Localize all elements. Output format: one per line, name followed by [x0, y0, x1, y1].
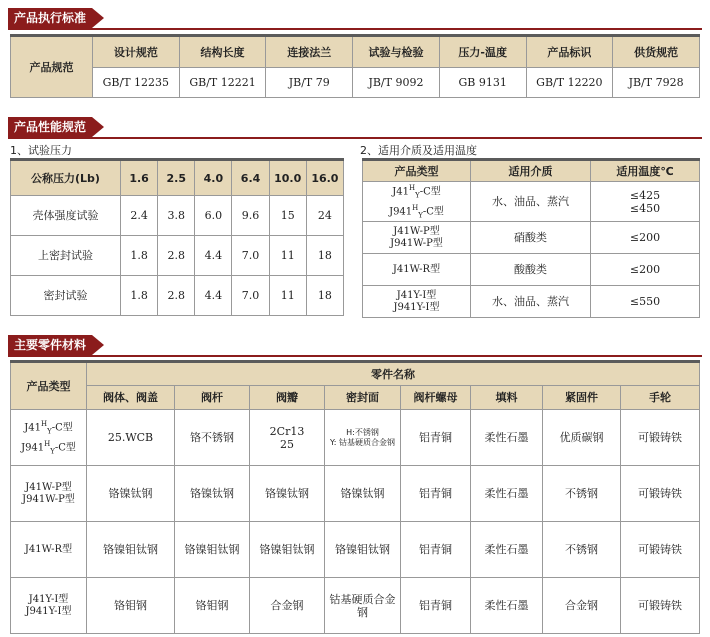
section-title-materials-text: 主要零件材料 [14, 338, 87, 352]
pressure-header-value: 6.4 [232, 160, 269, 196]
material-cell: 优质碳钢 [543, 410, 621, 466]
model-sub: Y [415, 191, 420, 200]
media-temp: ≤200 [591, 254, 700, 286]
section-divider [8, 137, 702, 139]
model-prefix: J941 [389, 205, 413, 217]
pressure-cell: 11 [269, 276, 306, 316]
standards-value: GB/T 12221 [179, 68, 266, 98]
model-prefix: J941 [21, 441, 45, 453]
pressure-cell: 6.0 [195, 196, 232, 236]
material-cell: 合金钢 [543, 578, 621, 634]
pressure-cell: 2.4 [121, 196, 158, 236]
pressure-row-label: 上密封试验 [11, 236, 121, 276]
pressure-header-value: 10.0 [269, 160, 306, 196]
standards-value: GB 9131 [439, 68, 526, 98]
media-type-cell [363, 182, 471, 222]
model-code [365, 202, 468, 221]
material-line: 25 [280, 437, 294, 451]
media-medium: 硝酸类 [471, 222, 591, 254]
material-cell: 钴基硬质合金钢 [325, 578, 401, 634]
standards-value: JB/T 9092 [353, 68, 440, 98]
model-suffix: -C型 [51, 422, 73, 434]
model-sup: H [412, 203, 419, 212]
media-temp: ≤425 [629, 188, 661, 202]
material-cell: 铬镍钛钢 [87, 466, 175, 522]
model-prefix: J41 [392, 186, 409, 198]
pressure-cell: 9.6 [232, 196, 269, 236]
pressure-test-subtitle: 1、试验压力 [10, 144, 72, 157]
pressure-cell: 7.0 [232, 236, 269, 276]
pressure-cell: 1.8 [121, 276, 158, 316]
material-cell: 铬钼钢 [87, 578, 175, 634]
media-medium: 水、油品、蒸汽 [471, 286, 591, 318]
part-header: 密封面 [325, 386, 401, 410]
pressure-cell: 2.8 [158, 276, 195, 316]
pressure-header-value: 1.6 [121, 160, 158, 196]
pressure-cell: 7.0 [232, 276, 269, 316]
material-line: Y: 钴基硬质合金钢 [329, 437, 396, 447]
material-cell: 铬镍钛钢 [325, 466, 401, 522]
standards-header: 压力-温度 [439, 36, 526, 68]
model-sub: Y [47, 427, 52, 436]
material-cell [325, 410, 401, 466]
standards-header: 供货规范 [613, 36, 700, 68]
model-suffix: -C型 [419, 186, 441, 198]
pressure-cell: 1.8 [121, 236, 158, 276]
material-cell: 铬钼钢 [175, 578, 250, 634]
model-prefix: J41 [24, 422, 41, 434]
pressure-header-label: 公称压力(Lb) [11, 160, 121, 196]
pressure-cell: 18 [306, 276, 343, 316]
section-title-performance [8, 117, 92, 137]
section-divider [8, 28, 702, 30]
part-header: 手轮 [621, 386, 700, 410]
standards-header: 设计规范 [93, 36, 180, 68]
model-code: J941Y-I型 [25, 605, 72, 617]
standards-header-spec: 产品规范 [11, 36, 93, 98]
media-type-cell [363, 222, 471, 254]
material-cell: 柔性石墨 [471, 410, 543, 466]
model-code [13, 438, 84, 457]
section-title-materials [8, 335, 92, 355]
model-sup: H [40, 420, 48, 429]
material-cell [250, 410, 325, 466]
material-cell: 铝青铜 [401, 410, 471, 466]
materials-type-cell [11, 466, 87, 522]
material-cell: 铬镍钼钛钢 [250, 522, 325, 578]
pressure-row-label: 壳体强度试验 [11, 196, 121, 236]
model-code: J941Y-I型 [393, 301, 440, 313]
material-cell: 可锻铸铁 [621, 466, 700, 522]
material-cell: 铝青铜 [401, 466, 471, 522]
standards-header: 产品标识 [526, 36, 613, 68]
pressure-cell: 4.4 [195, 276, 232, 316]
materials-parts-header: 零件名称 [87, 362, 700, 386]
material-line: 2Cr13 [269, 424, 305, 438]
part-header: 阀杆 [175, 386, 250, 410]
model-code: J41Y-I型 [28, 593, 69, 605]
material-cell: 不锈钢 [543, 522, 621, 578]
materials-type-cell [11, 578, 87, 634]
section-title-standards-text: 产品执行标准 [14, 11, 87, 25]
model-code: J41Y-I型 [396, 289, 437, 301]
material-cell: 铬镍钼钛钢 [87, 522, 175, 578]
media-header: 适用介质 [471, 160, 591, 182]
model-sup: H [408, 184, 416, 193]
part-header: 紧固件 [543, 386, 621, 410]
material-cell: 铬镍钛钢 [175, 466, 250, 522]
materials-type-cell: J41W-R型 [11, 522, 87, 578]
media-header: 产品类型 [363, 160, 471, 182]
model-code [365, 182, 468, 201]
model-sub: Y [50, 446, 55, 455]
part-header: 填料 [471, 386, 543, 410]
materials-type-cell [11, 410, 87, 466]
media-type-cell: J41W-R型 [363, 254, 471, 286]
media-type-cell [363, 286, 471, 318]
media-temp: ≤200 [591, 222, 700, 254]
material-cell: 柔性石墨 [471, 578, 543, 634]
material-cell: 合金钢 [250, 578, 325, 634]
material-cell: 铬镍钼钛钢 [325, 522, 401, 578]
standards-value: JB/T 7928 [613, 68, 700, 98]
standards-value: JB/T 79 [266, 68, 353, 98]
part-header: 阀杆螺母 [401, 386, 471, 410]
section-title-performance-text: 产品性能规范 [14, 120, 87, 134]
media-temp: ≤450 [629, 201, 661, 215]
model-code: J941W-P型 [390, 237, 443, 249]
media-temp: ≤550 [591, 286, 700, 318]
media-medium: 水、油品、蒸汽 [471, 182, 591, 222]
material-cell: 柔性石墨 [471, 522, 543, 578]
pressure-cell: 24 [306, 196, 343, 236]
model-sub: Y [418, 210, 423, 219]
material-cell: 铬不锈钢 [175, 410, 250, 466]
material-cell: 铝青铜 [401, 578, 471, 634]
model-code: J941W-P型 [22, 493, 75, 505]
standards-value: GB/T 12220 [526, 68, 613, 98]
material-cell: 可锻铸铁 [621, 410, 700, 466]
material-cell: 铝青铜 [401, 522, 471, 578]
pressure-test-table [10, 158, 344, 316]
model-code: J41W-P型 [393, 225, 440, 237]
material-cell: 铬镍钼钛钢 [175, 522, 250, 578]
media-medium: 酸酸类 [471, 254, 591, 286]
material-cell: 25.WCB [87, 410, 175, 466]
model-suffix: -C型 [54, 441, 76, 453]
model-suffix: -C型 [422, 205, 444, 217]
standards-header: 连接法兰 [266, 36, 353, 68]
model-code [13, 418, 84, 437]
pressure-cell: 4.4 [195, 236, 232, 276]
pressure-row-label: 密封试验 [11, 276, 121, 316]
standards-value: GB/T 12235 [93, 68, 180, 98]
pressure-cell: 3.8 [158, 196, 195, 236]
section-title-standards [8, 8, 92, 28]
material-cell: 柔性石墨 [471, 466, 543, 522]
model-code: J41W-P型 [25, 481, 72, 493]
standards-table [10, 34, 700, 98]
material-cell: 铬镍钛钢 [250, 466, 325, 522]
part-header: 阀瓣 [250, 386, 325, 410]
materials-type-header: 产品类型 [11, 362, 87, 410]
pressure-cell: 11 [269, 236, 306, 276]
material-cell: 可锻铸铁 [621, 578, 700, 634]
material-line: H:不锈钢 [346, 427, 379, 437]
pressure-cell: 15 [269, 196, 306, 236]
part-header: 阀体、阀盖 [87, 386, 175, 410]
pressure-cell: 2.8 [158, 236, 195, 276]
pressure-cell: 18 [306, 236, 343, 276]
media-table [362, 158, 700, 318]
pressure-header-value: 2.5 [158, 160, 195, 196]
media-header: 适用温度℃ [591, 160, 700, 182]
model-sup: H [44, 439, 51, 448]
pressure-header-value: 4.0 [195, 160, 232, 196]
media-subtitle: 2、适用介质及适用温度 [360, 144, 477, 157]
pressure-header-value: 16.0 [306, 160, 343, 196]
media-temp-cell [591, 182, 700, 222]
standards-header: 结构长度 [179, 36, 266, 68]
material-cell: 不锈钢 [543, 466, 621, 522]
standards-header: 试验与检验 [353, 36, 440, 68]
material-cell: 可锻铸铁 [621, 522, 700, 578]
materials-table [10, 360, 700, 634]
section-divider [8, 355, 702, 357]
